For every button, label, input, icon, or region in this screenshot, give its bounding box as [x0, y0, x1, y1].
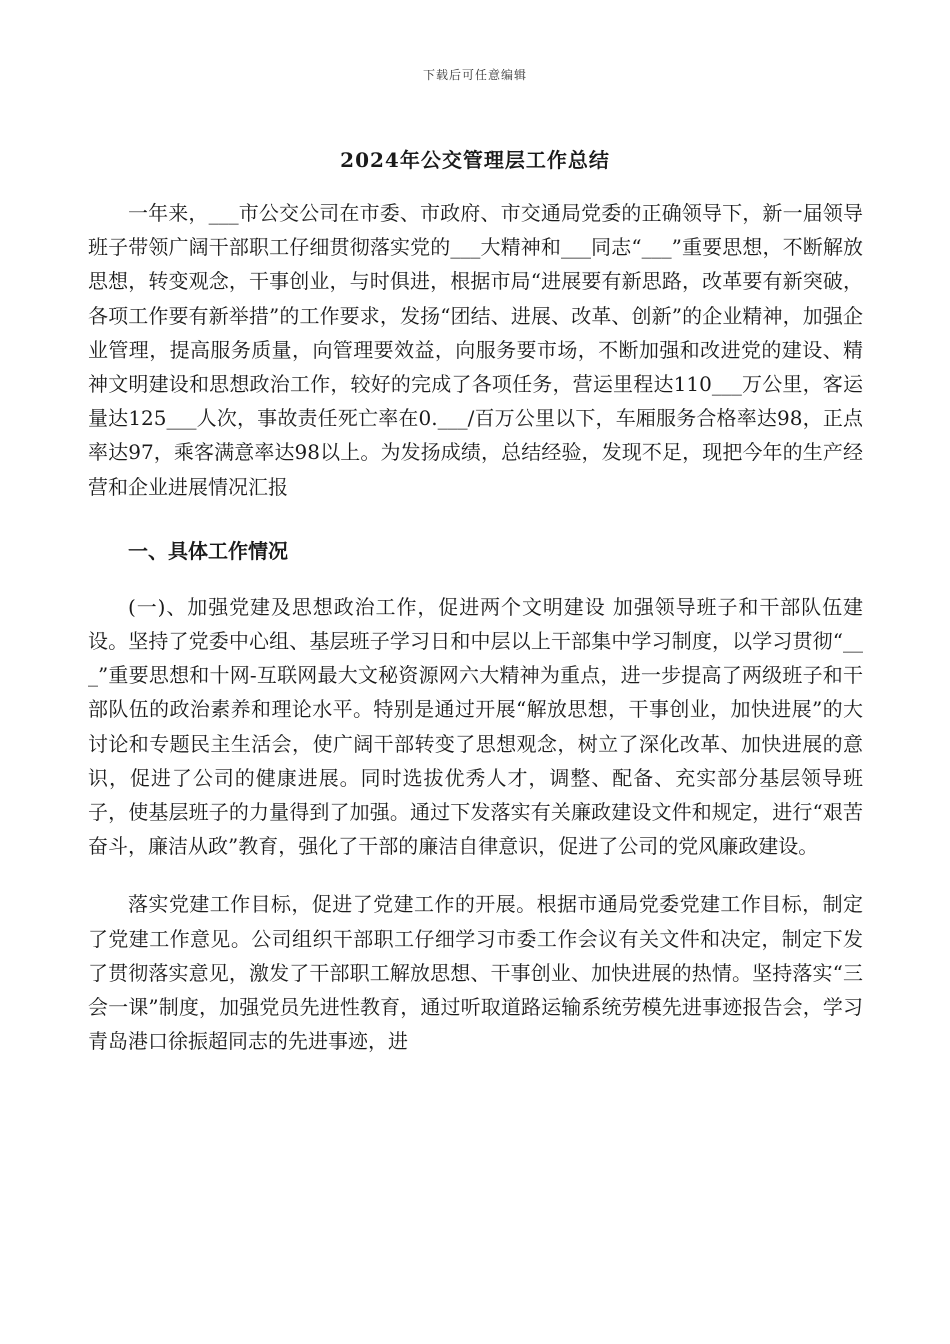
- document-body: [88, 196, 863, 1058]
- section-heading: 一、具体工作情况: [128, 538, 288, 563]
- body-paragraph: (一)、加强党建及思想政治工作，促进两个文明建设 加强领导班子和干部队伍建设。坚持了党委中心组、基层班子学习日和中层以上干部集中学习制度，以学习贯彻“___”重要思想和十网-互联网最大文秘资源网六大精神为重点，进一步提高了两级班子和干部队伍的政治素养和理论水平。特别是通过开展“解放思想，干事创业，加快进展”的大讨论和专题民主生活会，使广阔干部转变了思想观念，树立了深化改革、加快进展的意识，促进了公司的健康进展。同时选拔优秀人才，调整、配备、充实部分基层领导班子，使基层班子的力量得到了加强。通过下发落实有关廉政建设文件和规定，进行“艰苦奋斗，廉洁从政”教育，强化了干部的廉洁自律意识，促进了公司的党风廉政建设。: [88, 594, 863, 859]
- document-title: 2024年公交管理层工作总结: [340, 148, 610, 172]
- body-paragraph: 落实党建工作目标，促进了党建工作的开展。根据市通局党委党建工作目标，制定了党建工作意见。公司组织干部职工仔细学习市委工作会议有关文件和决定，制定下发了贯彻落实意见，激发了干部职工解放思想、干事创业、加快进展的热情。坚持落实“三会一课”制度，加强党员先进性教育，通过听取道路运输系统劳模先进事迹报告会，学习青岛港口徐振超同志的先进事迹，进: [88, 892, 863, 1054]
- intro-paragraph: 一年来，___市公交公司在市委、市政府、市交通局党委的正确领导下，新一届领导班子带领广阔干部职工仔细贯彻落实党的___大精神和___同志“___”重要思想，不断解放思想，转变观念，干事创业，与时俱进，根据市局“进展要有新思路，改革要有新突破，各项工作要有新举措”的工作要求，发扬“团结、进展、改革、创新”的企业精神，加强企业管理，提高服务质量，向管理要效益，向服务要市场，不断加强和改进党的建设、精神文明建设和思想政治工作，较好的完成了各项任务，营运里程达110___万公里，客运量达125___人次，事故责任死亡率在0.___/百万公里以下，车厢服务合格率达98，正点率达97，乘客满意率达98以上。为发扬成绩，总结经验，发现不足，现把今年的生产经营和企业进展情况汇报: [88, 201, 863, 499]
- header-note: 下载后可任意编辑: [422, 68, 527, 82]
